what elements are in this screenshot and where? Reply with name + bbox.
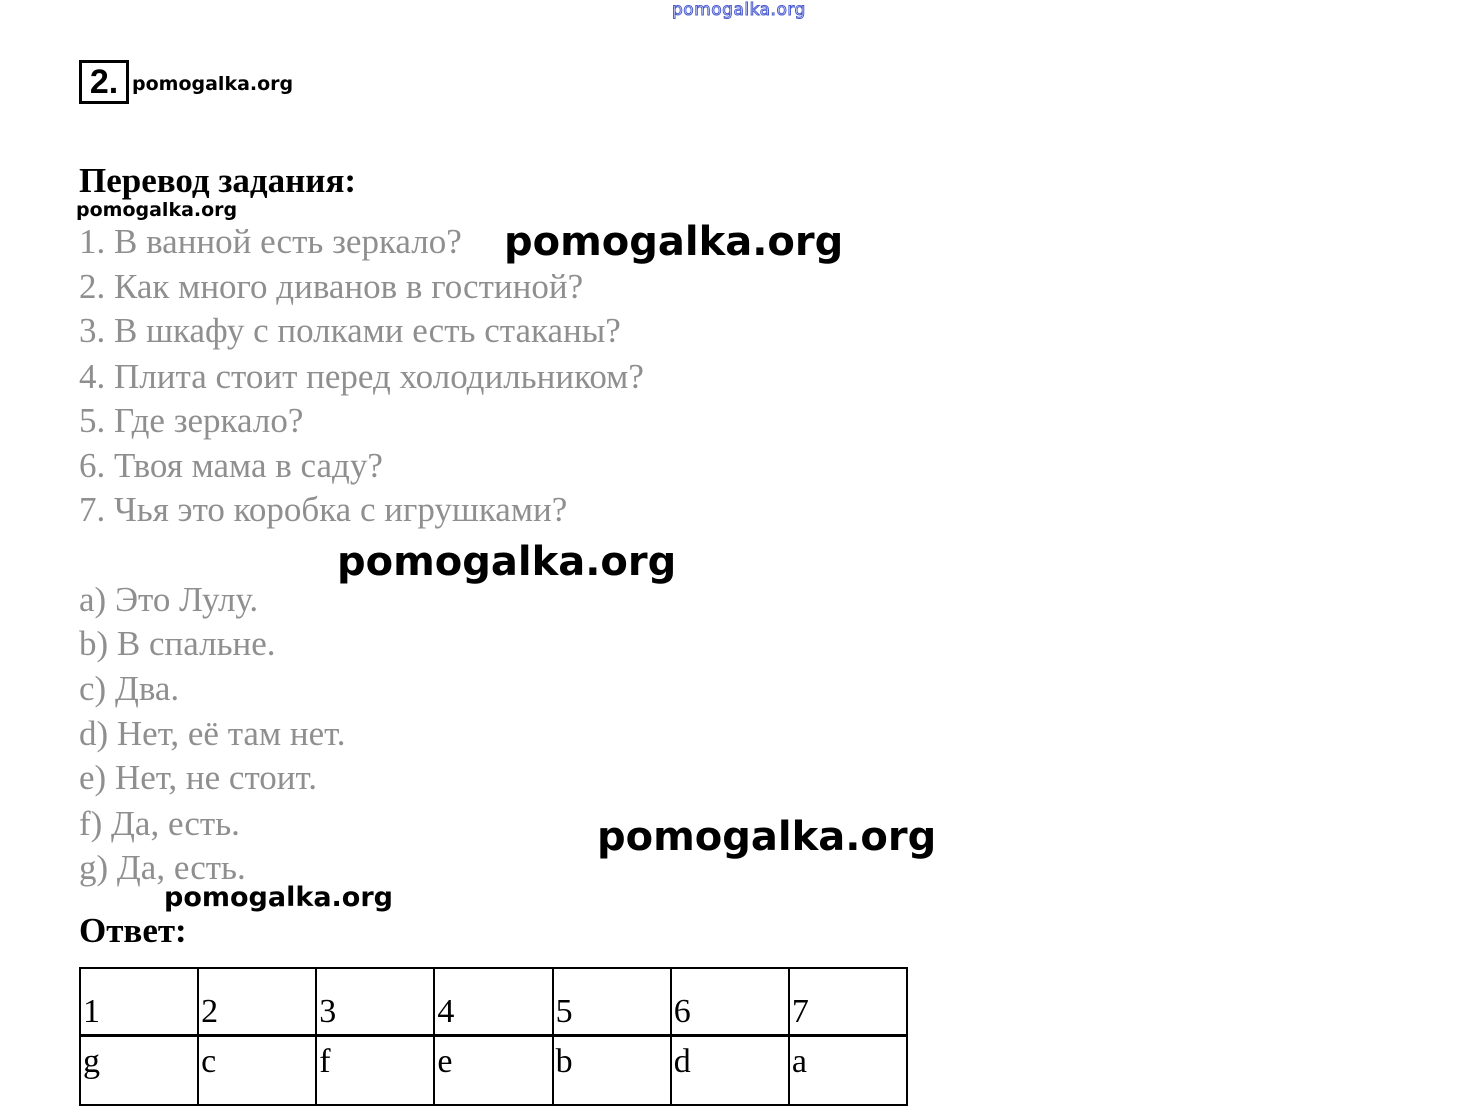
question-line: 5. Где зеркало? [79,401,304,440]
task-number-box: 2. [79,60,129,104]
watermark-lower-right: pomogalka.org [597,814,937,860]
table-cell-letter: g [80,1036,198,1106]
table-cell-number: 3 [316,968,434,1036]
watermark-line1: pomogalka.org [504,219,844,265]
table-cell-number: 6 [671,968,789,1036]
question-line: 6. Твоя мама в саду? [79,446,383,485]
option-line: g) Да, есть. [79,848,246,887]
question-line: 7. Чья это коробка с игрушками? [79,490,568,529]
watermark-under-heading: pomogalka.org [76,199,238,221]
question-line: 2. Как много диванов в гостиной? [79,267,584,306]
table-cell-letter: d [671,1036,789,1106]
translation-heading: Перевод задания: [79,161,357,200]
answer-table [79,967,908,1106]
table-cell-letter: e [434,1036,552,1106]
option-line: c) Два. [79,669,180,708]
watermark-beside-number: pomogalka.org [132,73,294,95]
watermark-above-answer: pomogalka.org [164,882,393,913]
table-row-letters [80,1036,907,1106]
table-cell-number: 5 [553,968,671,1036]
option-line: f) Да, есть. [79,804,240,843]
question-line: 1. В ванной есть зеркало? [79,222,462,261]
option-line: e) Нет, не стоит. [79,758,317,797]
table-cell-letter: f [316,1036,434,1106]
table-cell-letter: a [789,1036,907,1106]
table-cell-letter: b [553,1036,671,1106]
table-cell-number: 1 [80,968,198,1036]
table-cell-letter: c [198,1036,316,1106]
question-line: 4. Плита стоит перед холодильником? [79,357,644,396]
table-cell-number: 7 [789,968,907,1036]
table-cell-number: 2 [198,968,316,1036]
question-line: 3. В шкафу с полками есть стаканы? [79,311,621,350]
option-line: d) Нет, её там нет. [79,714,346,753]
table-cell-number: 4 [434,968,552,1036]
option-line: b) В спальне. [79,624,276,663]
answer-heading: Ответ: [79,911,187,950]
option-line: a) Это Лулу. [79,580,259,619]
table-row-numbers [80,968,907,1036]
watermark-middle: pomogalka.org [337,539,677,585]
top-watermark: pomogalka.org [672,0,806,20]
